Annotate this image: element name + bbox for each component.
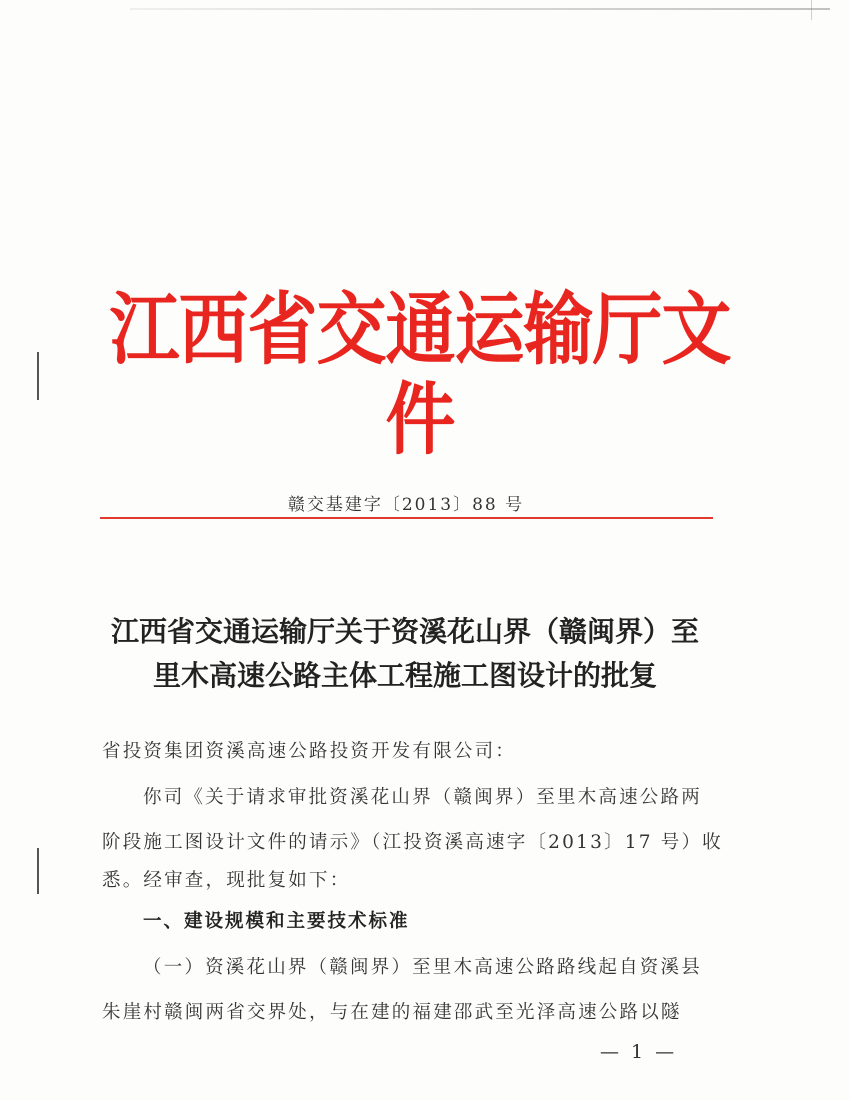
scan-edge-line xyxy=(130,8,830,10)
title-line-2: 里木高速公路主体工程施工图设计的批复 xyxy=(152,659,657,692)
agency-header: 江西省交通运输厅文件 xyxy=(109,282,731,466)
red-divider xyxy=(100,517,713,519)
document-title xyxy=(90,610,720,698)
page-number: — 1 — xyxy=(600,1041,678,1063)
scan-edge-mark xyxy=(811,0,812,20)
binding-mark xyxy=(37,848,39,894)
paragraph-line: 你司《关于请求审批资溪花山界（赣闽界）至里木高速公路两 xyxy=(143,787,702,808)
binding-mark xyxy=(37,352,39,400)
paragraph-line: 悉。经审查，现批复如下： xyxy=(102,870,351,891)
title-line-1: 江西省交通运输厅关于资溪花山界（赣闽界）至 xyxy=(110,615,699,648)
paragraph-line: （一）资溪花山界（赣闽界）至里木高速公路路线起自资溪县 xyxy=(143,957,702,978)
section-heading: 一、建设规模和主要技术标准 xyxy=(143,911,410,932)
paragraph-line: 阶段施工图设计文件的请示》（江投资溪高速字〔2013〕17 号）收 xyxy=(102,832,723,853)
addressee: 省投资集团资溪高速公路投资开发有限公司： xyxy=(102,741,517,762)
paragraph-line: 朱崖村赣闽两省交界处，与在建的福建邵武至光泽高速公路以隧 xyxy=(102,1002,682,1023)
document-number: 赣交基建字〔2013〕88 号 xyxy=(287,495,525,515)
